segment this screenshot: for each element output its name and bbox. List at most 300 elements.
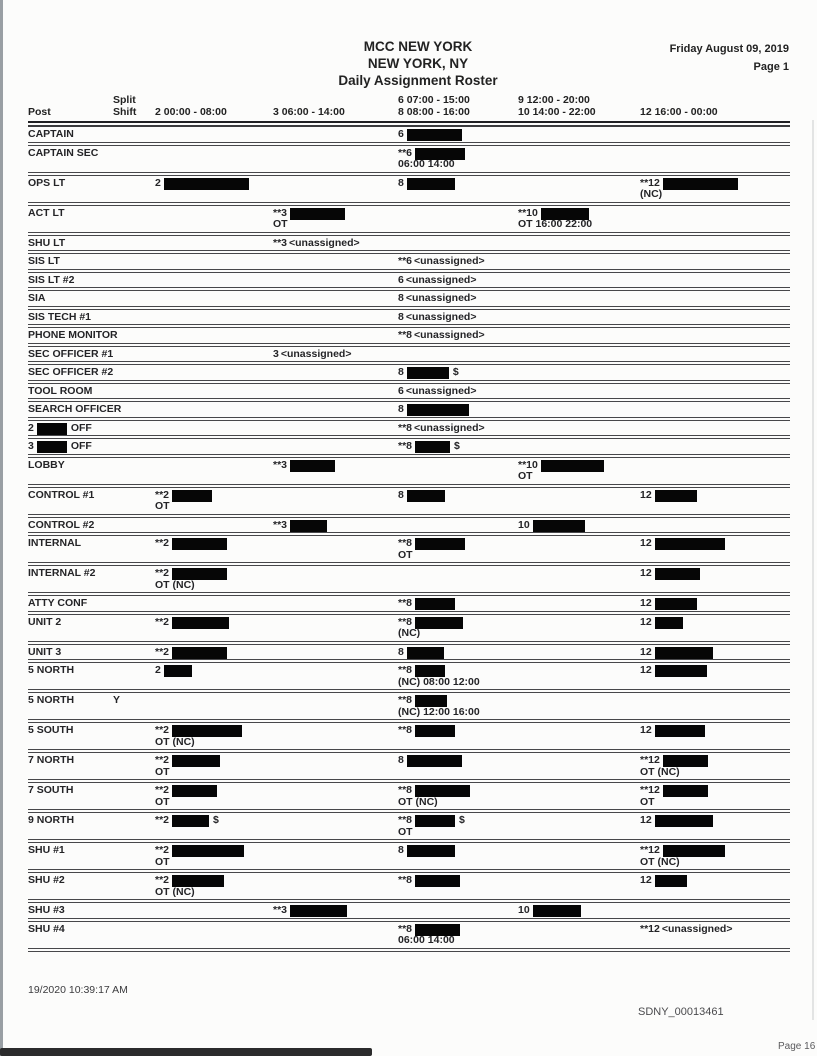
shift-cell-c910 xyxy=(518,538,640,561)
shift-annotation: OT xyxy=(398,825,413,838)
post-cell: ATTY CONF xyxy=(28,597,88,609)
shift-cell-c3: **3 xyxy=(273,460,398,483)
shift-cell-c3 xyxy=(273,538,398,561)
shift-cell-c68: **8 xyxy=(398,725,518,748)
shift-cell-c68: **8 <unassigned> xyxy=(398,329,485,341)
shift-cell-c3 xyxy=(273,275,398,287)
shift-cell-c12 xyxy=(640,129,790,141)
redaction-box xyxy=(533,905,581,917)
split-shift-cell xyxy=(113,349,155,361)
post-cell: SEC OFFICER #1 xyxy=(28,347,114,360)
shift-cell-c2 xyxy=(155,208,273,231)
scan-right-edge xyxy=(812,120,814,1020)
shift-cell-c2: 2 xyxy=(155,665,273,688)
shift-cell-c12: **12 <unassigned> xyxy=(640,922,733,935)
table-row xyxy=(28,903,790,918)
redaction-box xyxy=(655,568,700,580)
shift-cell-c910 xyxy=(518,568,640,591)
table-row xyxy=(28,347,790,362)
redaction-box xyxy=(663,178,738,190)
shift-cell-c910 xyxy=(518,148,640,171)
shift-cell-c68: 8 xyxy=(398,845,518,868)
split-shift-cell: Y xyxy=(113,694,121,706)
table-row xyxy=(28,458,790,484)
post-cell: 9 NORTH xyxy=(28,814,75,826)
shift-cell-c12 xyxy=(640,460,790,483)
redaction-box xyxy=(415,538,465,550)
shift-cell-c2 xyxy=(155,695,273,718)
shift-cell-c3 xyxy=(273,617,398,640)
split-shift-cell xyxy=(113,725,155,748)
table-row xyxy=(28,236,790,251)
shift-cell-c2 xyxy=(155,148,273,171)
redaction-box xyxy=(172,617,229,629)
post-cell: TOOL ROOM xyxy=(28,384,93,397)
post-cell: OPS LT xyxy=(28,176,66,189)
shift-cell-c12 xyxy=(640,423,790,435)
table-row xyxy=(28,723,790,749)
shift-cell-c68: **8 OT xyxy=(398,538,518,561)
shift-cell-c910 xyxy=(518,330,640,342)
shift-cell-c68: **6 06:00 14:00 xyxy=(398,148,518,171)
shift-cell-c910 xyxy=(518,695,640,718)
shift-cell-c68: **8 $ xyxy=(398,440,460,452)
shift-annotation: (NC) xyxy=(398,627,421,639)
post-cell: ACT LT xyxy=(28,206,65,219)
redaction-box xyxy=(407,404,469,416)
shift-cell-c12: 12 xyxy=(640,490,790,513)
post-cell: SEC OFFICER #2 xyxy=(28,366,114,378)
roster-rows xyxy=(28,127,790,952)
document-title: Daily Assignment Roster xyxy=(338,73,498,88)
split-shift-cell xyxy=(113,404,155,416)
shift-cell-c910 xyxy=(518,490,640,513)
table-row xyxy=(28,566,790,592)
redaction-box xyxy=(655,538,725,550)
shift-cell-c3: **3 xyxy=(273,905,398,917)
shift-cell-c3 xyxy=(273,598,398,610)
shift-cell-c68 xyxy=(398,520,518,532)
table-row xyxy=(28,328,790,343)
split-shift-cell xyxy=(113,441,155,453)
shift-cell-c910: **10 OT xyxy=(518,460,640,483)
shift-annotation: OT xyxy=(155,795,170,808)
shift-cell-c3 xyxy=(273,178,398,201)
split-shift-cell xyxy=(113,312,155,324)
col-header-shift-2: 2 00:00 - 08:00 xyxy=(155,106,227,118)
shift-cell-c2 xyxy=(155,349,273,361)
shift-cell-c12: 12 xyxy=(640,725,790,748)
post-cell: SHU #1 xyxy=(28,844,65,856)
shift-cell-c910 xyxy=(518,617,640,640)
redaction-box xyxy=(407,367,449,379)
shift-annotation: 06:00 14:00 xyxy=(398,158,455,170)
post-cell: PHONE MONITOR xyxy=(28,329,118,341)
shift-cell-c12: 12 xyxy=(640,665,790,688)
shift-cell-c910 xyxy=(518,665,640,688)
document-title-block xyxy=(238,38,598,89)
redaction-box xyxy=(415,725,455,737)
shift-cell-c3: 3 <unassigned> xyxy=(273,347,352,360)
shift-cell-c3 xyxy=(273,490,398,513)
redaction-box xyxy=(663,785,708,797)
shift-cell-c2: **2 xyxy=(155,538,273,561)
scan-bottom-artifact xyxy=(0,1048,372,1056)
shift-cell-c12: 12 xyxy=(640,568,790,591)
shift-cell-c12: 12 xyxy=(640,598,790,610)
table-row xyxy=(28,663,790,689)
table-row xyxy=(28,645,790,660)
table-row xyxy=(28,439,790,454)
table-row xyxy=(28,127,790,142)
shift-annotation: OT (NC) xyxy=(155,578,195,591)
shift-cell-c12 xyxy=(640,441,790,453)
split-shift-cell xyxy=(113,538,155,561)
shift-cell-c68 xyxy=(398,905,518,917)
facility-name: MCC NEW YORK xyxy=(363,39,473,54)
col-header-shift-12: 12 16:00 - 00:00 xyxy=(640,106,718,118)
date-block xyxy=(670,40,789,76)
redaction-box xyxy=(172,490,212,502)
split-shift-cell xyxy=(113,490,155,513)
table-row xyxy=(28,873,790,899)
table-row xyxy=(28,753,790,779)
shift-cell-c68: **6 <unassigned> xyxy=(398,255,485,267)
table-row xyxy=(28,273,790,288)
shift-cell-c910 xyxy=(518,404,640,416)
shift-cell-c3 xyxy=(273,845,398,868)
redaction-box xyxy=(164,178,249,190)
shift-cell-c68: 8 xyxy=(398,647,518,659)
shift-cell-c3 xyxy=(273,785,398,808)
shift-cell-c3 xyxy=(273,647,398,659)
split-shift-cell xyxy=(113,665,155,688)
table-row xyxy=(28,254,790,269)
shift-cell-c12 xyxy=(640,238,790,250)
shift-cell-c12: 12 xyxy=(640,617,790,640)
post-cell: SIS LT xyxy=(28,255,60,267)
redaction-box xyxy=(407,490,445,502)
shift-cell-c2 xyxy=(155,924,273,947)
col-header-shift-6-8: 6 07:00 - 15:00 8 08:00 - 16:00 xyxy=(398,94,470,118)
shift-cell-c3 xyxy=(273,312,398,324)
split-shift-cell xyxy=(113,178,155,201)
scan-page-corner: Page 16 xyxy=(778,1041,816,1052)
shift-cell-c68: 8 $ xyxy=(398,366,459,378)
redaction-box xyxy=(655,598,697,610)
shift-cell-c910 xyxy=(518,875,640,898)
shift-cell-c12 xyxy=(640,367,790,379)
shift-cell-c12 xyxy=(640,275,790,287)
redaction-box xyxy=(655,725,705,737)
shift-annotation: OT (NC) xyxy=(640,855,680,868)
post-cell: SIA xyxy=(28,292,46,304)
post-cell: INTERNAL xyxy=(28,537,82,549)
table-row xyxy=(28,518,790,533)
split-shift-cell xyxy=(113,617,155,640)
shift-cell-c910 xyxy=(518,845,640,868)
shift-annotation: OT (NC) xyxy=(155,885,195,898)
shift-cell-c68: 8 xyxy=(398,178,518,201)
table-row xyxy=(28,402,790,417)
row-separator xyxy=(28,948,790,952)
shift-cell-c12 xyxy=(640,312,790,324)
shift-cell-c2 xyxy=(155,460,273,483)
shift-cell-c910 xyxy=(518,129,640,141)
redaction-box xyxy=(415,815,455,827)
split-shift-cell xyxy=(113,460,155,483)
shift-cell-c910 xyxy=(518,178,640,201)
post-cell: CAPTAIN xyxy=(28,128,74,140)
split-shift-cell xyxy=(113,845,155,868)
shift-annotation: (NC) 12:00 16:00 xyxy=(398,705,480,718)
shift-cell-c2 xyxy=(155,256,273,268)
page-number: Page 1 xyxy=(753,61,789,73)
redaction-box xyxy=(655,490,697,502)
shift-cell-c3 xyxy=(273,386,398,398)
shift-cell-c3: **3 OT xyxy=(273,208,398,231)
redaction-box xyxy=(164,665,192,677)
redaction-box xyxy=(172,815,209,827)
shift-cell-c3 xyxy=(273,293,398,305)
shift-cell-c68: 6 <unassigned> xyxy=(398,384,477,397)
shift-cell-c2: **2 OT (NC) xyxy=(155,875,273,898)
shift-annotation: (NC) xyxy=(640,188,663,200)
shift-cell-c910 xyxy=(518,785,640,808)
shift-annotation: OT xyxy=(398,548,413,561)
split-shift-cell xyxy=(113,598,155,610)
shift-annotation: OT (NC) xyxy=(398,795,438,808)
shift-cell-c68: 8 xyxy=(398,490,518,513)
redaction-box xyxy=(415,441,450,453)
post-cell: 7 NORTH xyxy=(28,754,75,766)
table-row xyxy=(28,693,790,719)
redaction-box xyxy=(655,815,713,827)
table-row xyxy=(28,176,790,202)
shift-cell-c2: **2 OT xyxy=(155,490,273,513)
split-shift-cell xyxy=(113,129,155,141)
shift-cell-c2: 2 xyxy=(155,178,273,201)
shift-cell-c12 xyxy=(640,148,790,171)
shift-cell-c12 xyxy=(640,330,790,342)
post-cell: SIS LT #2 xyxy=(28,273,75,286)
shift-cell-c12: **12 (NC) xyxy=(640,178,790,201)
shift-annotation: (NC) 08:00 12:00 xyxy=(398,675,480,688)
table-row xyxy=(28,922,790,948)
shift-cell-c68: 8 xyxy=(398,755,518,778)
shift-cell-c910: **10 OT 16:00 22:00 xyxy=(518,208,640,231)
shift-cell-c3 xyxy=(273,148,398,171)
redaction-box xyxy=(655,665,707,677)
shift-cell-c12: 12 xyxy=(640,538,790,561)
shift-cell-c12: 12 xyxy=(640,875,790,898)
shift-cell-c910 xyxy=(518,815,640,838)
redaction-box xyxy=(407,647,444,659)
shift-cell-c3 xyxy=(273,568,398,591)
split-shift-cell xyxy=(113,647,155,659)
split-shift-cell xyxy=(113,755,155,778)
shift-annotation: OT xyxy=(155,500,170,512)
shift-cell-c3 xyxy=(273,875,398,898)
redaction-box xyxy=(37,441,67,453)
shift-cell-c3 xyxy=(273,423,398,435)
shift-cell-c2: **2 OT xyxy=(155,845,273,868)
redaction-box xyxy=(541,460,604,472)
split-shift-cell xyxy=(113,520,155,532)
shift-annotation: OT xyxy=(155,855,170,868)
shift-annotation: OT xyxy=(273,218,288,230)
table-row xyxy=(28,146,790,172)
table-row xyxy=(28,615,790,641)
shift-cell-c910 xyxy=(518,367,640,379)
shift-cell-c910: 10 xyxy=(518,905,640,917)
post-cell: 5 SOUTH xyxy=(28,724,74,736)
table-row xyxy=(28,310,790,325)
split-shift-cell xyxy=(113,256,155,268)
shift-annotation: OT xyxy=(155,765,170,778)
redaction-box xyxy=(37,423,67,435)
shift-cell-c910 xyxy=(518,256,640,268)
shift-cell-c12 xyxy=(640,208,790,231)
redaction-box xyxy=(172,538,227,550)
post-cell: CONTROL #2 xyxy=(28,518,95,531)
split-shift-cell xyxy=(113,238,155,250)
split-shift-cell xyxy=(113,815,155,838)
post-cell: 7 SOUTH xyxy=(28,784,74,796)
col-header-shift-9-10: 9 12:00 - 20:00 10 14:00 - 22:00 xyxy=(518,94,596,118)
shift-cell-c3 xyxy=(273,665,398,688)
post-cell: LOBBY xyxy=(28,458,65,471)
table-row xyxy=(28,206,790,232)
redaction-box xyxy=(655,617,683,629)
shift-cell-c910 xyxy=(518,349,640,361)
shift-annotation: OT xyxy=(640,795,655,808)
shift-cell-c3 xyxy=(273,695,398,718)
shift-cell-c3 xyxy=(273,725,398,748)
split-shift-cell xyxy=(113,148,155,171)
shift-cell-c3 xyxy=(273,404,398,416)
shift-cell-c68: **8 OT (NC) xyxy=(398,785,518,808)
redaction-box xyxy=(415,617,463,629)
shift-cell-c12 xyxy=(640,404,790,416)
shift-cell-c68: 6 <unassigned> xyxy=(398,273,477,286)
post-cell: 2 OFF xyxy=(28,421,92,434)
post-cell: 5 NORTH xyxy=(28,694,75,706)
split-shift-cell xyxy=(113,423,155,435)
shift-cell-c12: **12 OT (NC) xyxy=(640,755,790,778)
table-row xyxy=(28,488,790,514)
split-shift-cell xyxy=(113,386,155,398)
table-row xyxy=(28,291,790,306)
table-row xyxy=(28,384,790,399)
shift-cell-c3 xyxy=(273,367,398,379)
shift-cell-c12 xyxy=(640,293,790,305)
post-cell: SHU #2 xyxy=(28,874,65,886)
shift-cell-c68: **8 06:00 14:00 xyxy=(398,924,518,947)
table-row xyxy=(28,536,790,562)
shift-cell-c68 xyxy=(398,349,518,361)
shift-cell-c910 xyxy=(518,238,640,250)
col-header-post: Post xyxy=(28,106,51,118)
shift-cell-c68: **8 xyxy=(398,875,518,898)
redaction-box xyxy=(290,520,327,532)
split-shift-cell xyxy=(113,367,155,379)
shift-cell-c12 xyxy=(640,695,790,718)
table-row xyxy=(28,365,790,380)
shift-cell-c68 xyxy=(398,208,518,231)
shift-cell-c68: 8 <unassigned> xyxy=(398,292,477,304)
split-shift-cell xyxy=(113,905,155,917)
shift-annotation: OT (NC) xyxy=(640,765,680,778)
bates-number: SDNY_00013461 xyxy=(638,1006,724,1018)
scan-left-edge xyxy=(0,0,3,1056)
shift-cell-c2 xyxy=(155,129,273,141)
shift-cell-c910 xyxy=(518,441,640,453)
shift-annotation: OT 16:00 22:00 xyxy=(518,218,593,230)
split-shift-cell xyxy=(113,275,155,287)
shift-cell-c2 xyxy=(155,905,273,917)
shift-cell-c3 xyxy=(273,441,398,453)
shift-cell-c2 xyxy=(155,330,273,342)
shift-cell-c910 xyxy=(518,598,640,610)
shift-cell-c12 xyxy=(640,256,790,268)
shift-cell-c68: **8 $ OT xyxy=(398,815,518,838)
shift-cell-c2 xyxy=(155,441,273,453)
shift-cell-c12: 12 xyxy=(640,647,790,659)
post-cell: UNIT 2 xyxy=(28,615,62,628)
redaction-box xyxy=(172,845,244,857)
shift-cell-c12 xyxy=(640,520,790,532)
shift-cell-c68 xyxy=(398,460,518,483)
shift-cell-c2 xyxy=(155,312,273,324)
shift-cell-c68: 6 xyxy=(398,129,518,141)
shift-cell-c68: 8 <unassigned> xyxy=(398,310,477,323)
shift-cell-c2: **2 OT xyxy=(155,755,273,778)
shift-cell-c12 xyxy=(640,349,790,361)
shift-cell-c68: **8 (NC) 08:00 12:00 xyxy=(398,665,518,688)
post-cell: CONTROL #1 xyxy=(28,488,95,501)
shift-annotation: 06:00 14:00 xyxy=(398,934,455,946)
roster-table xyxy=(28,94,790,952)
redaction-box xyxy=(407,845,455,857)
shift-cell-c2 xyxy=(155,404,273,416)
post-cell: SHU #3 xyxy=(28,904,65,916)
redaction-box xyxy=(415,598,455,610)
print-timestamp: 19/2020 10:39:17 AM xyxy=(28,984,128,996)
split-shift-cell xyxy=(113,924,155,947)
redaction-box xyxy=(407,755,462,767)
post-cell: SHU #4 xyxy=(28,922,65,935)
shift-cell-c68: **8 <unassigned> xyxy=(398,421,485,434)
shift-cell-c3 xyxy=(273,924,398,947)
redaction-box xyxy=(172,647,227,659)
shift-cell-c910: 10 xyxy=(518,520,640,532)
split-shift-cell xyxy=(113,875,155,898)
shift-cell-c2 xyxy=(155,386,273,398)
split-shift-cell xyxy=(113,208,155,231)
shift-cell-c3 xyxy=(273,256,398,268)
shift-annotation: OT (NC) xyxy=(155,735,195,748)
redaction-box xyxy=(290,208,345,220)
redaction-box xyxy=(415,875,460,887)
post-cell: SHU LT xyxy=(28,236,66,249)
redaction-box xyxy=(407,178,455,190)
shift-cell-c68: 8 xyxy=(398,404,518,416)
redaction-box xyxy=(290,905,347,917)
shift-cell-c2: **2 OT (NC) xyxy=(155,725,273,748)
post-cell: SEARCH OFFICER xyxy=(28,403,122,415)
shift-cell-c68: **8 xyxy=(398,598,518,610)
